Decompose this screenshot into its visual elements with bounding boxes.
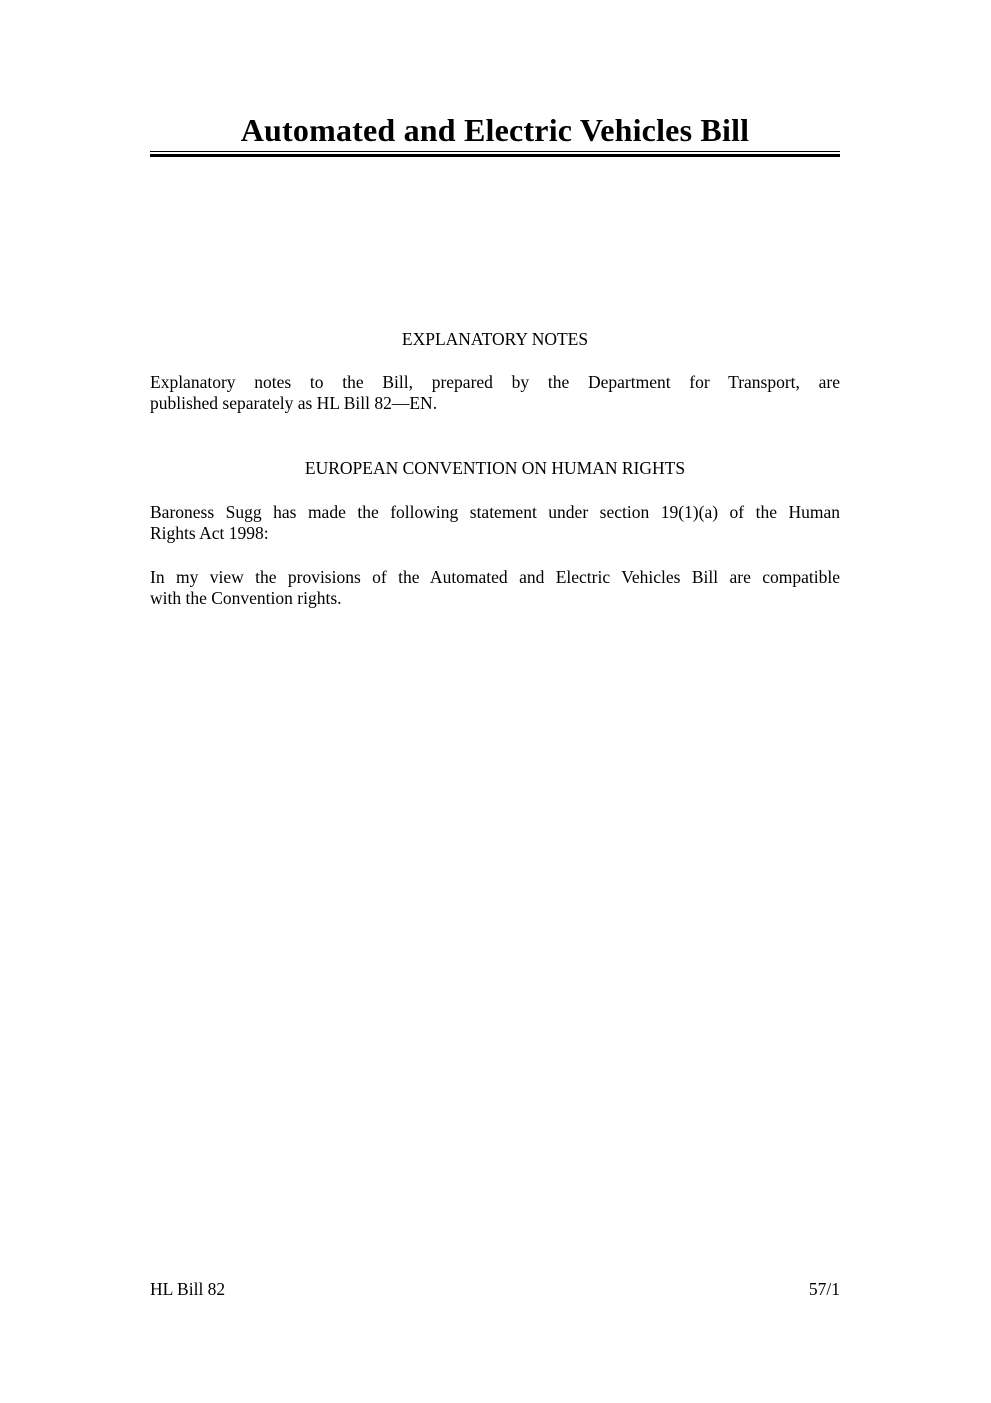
paragraph-line: published separately as HL Bill 82—EN. bbox=[150, 393, 438, 413]
paragraph-line: Rights Act 1998: bbox=[150, 523, 269, 543]
document-title: Automated and Electric Vehicles Bill bbox=[240, 112, 750, 148]
paragraph-line: Baroness Sugg has made the following statement under section 19(1)(a) of the Human bbox=[150, 502, 840, 522]
footer-page-number: 57/1 bbox=[808, 1279, 840, 1299]
title-rule-thick bbox=[150, 154, 840, 157]
explanatory-notes-paragraph bbox=[150, 372, 840, 414]
paragraph-line: with the Convention rights. bbox=[150, 588, 342, 608]
title-rule-thin bbox=[150, 151, 840, 152]
paragraph-line: Explanatory notes to the Bill, prepared by the Department for Transport, are bbox=[150, 372, 840, 392]
footer-bill-reference: HL Bill 82 bbox=[150, 1279, 226, 1299]
section-heading-echr: EUROPEAN CONVENTION ON HUMAN RIGHTS bbox=[304, 458, 686, 478]
ministerial-statement-paragraph bbox=[150, 502, 840, 544]
compatibility-statement-paragraph bbox=[150, 567, 840, 609]
section-heading-explanatory-notes: EXPLANATORY NOTES bbox=[401, 329, 589, 349]
paragraph-line: In my view the provisions of the Automated and Electric Vehicles Bill are compatible bbox=[150, 567, 840, 587]
